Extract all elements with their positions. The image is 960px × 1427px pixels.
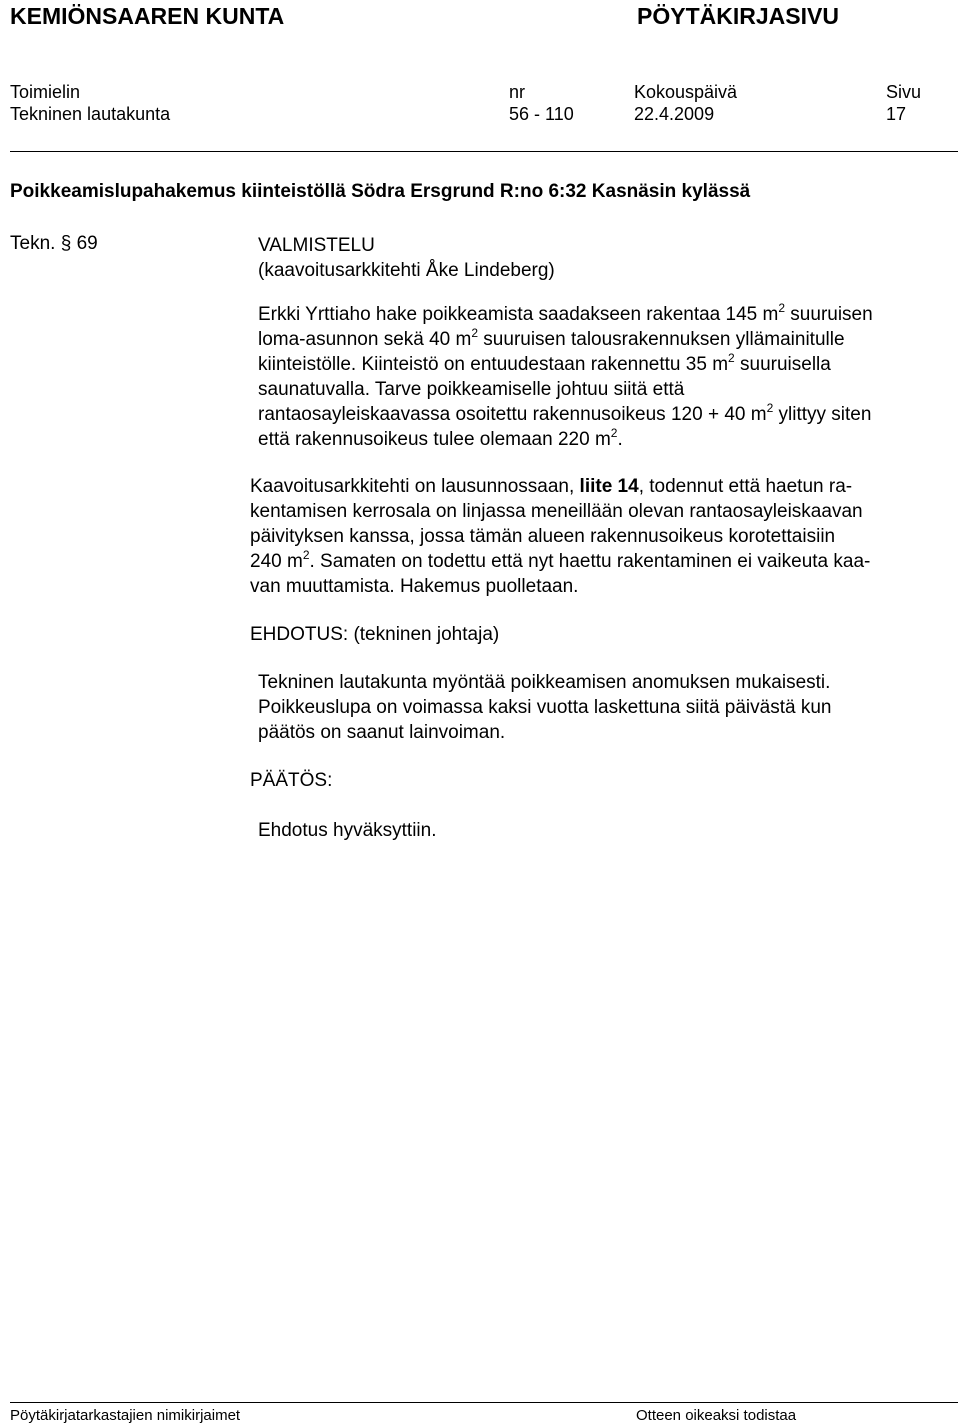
text-line: Tekninen lautakunta myöntää poikkeamisen anomuksen mukaisesti. — [258, 672, 831, 693]
decision-text: Ehdotus hyväksyttiin. — [258, 820, 437, 841]
text-span: loma-asunnon sekä 40 m — [258, 329, 472, 350]
preparer: (kaavoitusarkkitehti Åke Lindeberg) — [258, 260, 555, 281]
label-nr: nr — [509, 82, 526, 102]
text-span: suuruisella — [734, 354, 831, 375]
label-page: Sivu — [886, 82, 922, 102]
footer-certified-label: Otteen oikeaksi todistaa — [636, 1407, 797, 1424]
text-span: Kaavoitusarkkitehti on lausunnossaan, — [250, 476, 580, 497]
text-span: . — [617, 429, 623, 450]
section-prefix: Tekn. — [10, 233, 56, 254]
text-span: , todennut että haetun ra- — [638, 476, 853, 497]
value-nr: 56 - 110 — [509, 104, 574, 124]
attachment-ref: liite 14 — [579, 476, 639, 497]
text-line: van muuttamista. Hakemus puolletaan. — [250, 576, 579, 597]
paragraph-application — [258, 302, 958, 452]
text-line: päätös on saanut lainvoiman. — [258, 722, 506, 743]
text-line: saunatuvalla. Tarve poikkeamiselle johtuu siitä että — [258, 379, 685, 400]
paragraph-statement — [250, 474, 956, 599]
section-number — [10, 231, 98, 256]
text-span: ylittyy siten — [773, 404, 872, 425]
superscript: 2 — [778, 300, 786, 315]
text-span: suuruisen — [785, 304, 873, 325]
superscript: 2 — [766, 400, 774, 415]
label-date: Kokouspäivä — [634, 82, 738, 102]
text-span: kiinteistölle. Kiinteistö on entuudestaan rakennettu 35 m — [258, 354, 729, 375]
superscript: 2 — [728, 350, 735, 365]
section-symbol: § — [60, 233, 72, 254]
text-span: rantaosayleiskaavassa osoitettu rakennusoikeus 120 + 40 m — [258, 404, 767, 425]
municipality-name: KEMIÖNSAAREN KUNTA — [10, 3, 285, 29]
decision-heading: PÄÄTÖS: — [250, 770, 333, 791]
text-span: että rakennusoikeus tulee olemaan 220 m — [258, 429, 611, 450]
text-span: Erkki Yrttiaho hake poikkeamista saadakseen rakentaa 145 m — [258, 304, 779, 325]
footer-divider — [10, 1402, 958, 1403]
section-number-value: 69 — [76, 233, 98, 254]
proposal-text — [258, 670, 958, 745]
label-body: Toimielin — [10, 82, 81, 102]
text-span: suuruisen talousrakennuksen yllämainitulle — [478, 329, 845, 350]
header-divider — [10, 151, 958, 152]
footer-initials-label: Pöytäkirjatarkastajien nimikirjaimet — [10, 1407, 241, 1424]
superscript: 2 — [471, 325, 479, 340]
superscript: 2 — [610, 425, 618, 440]
preparation-block — [258, 233, 958, 283]
value-date: 22.4.2009 — [634, 104, 715, 124]
superscript: 2 — [302, 547, 310, 562]
proposal-heading: EHDOTUS: (tekninen johtaja) — [250, 624, 500, 645]
preparation-heading: VALMISTELU — [258, 235, 375, 256]
subject-title: Poikkeamislupahakemus kiinteistöllä Södra Ersgrund R:no 6:32 Kasnäsin kylässä — [10, 181, 751, 202]
text-span: . Samaten on todettu että nyt haettu rakentaminen ei vaikeuta kaa- — [309, 551, 871, 572]
text-span: 240 m — [250, 551, 303, 572]
text-line: Poikkeuslupa on voimassa kaksi vuotta laskettuna siitä päivästä kun — [258, 697, 832, 718]
value-body: Tekninen lautakunta — [10, 104, 171, 124]
document-type: PÖYTÄKIRJASIVU — [637, 3, 839, 29]
text-line: kentamisen kerrosala on linjassa meneillään olevan rantaosayleiskaavan — [250, 501, 863, 522]
value-page: 17 — [886, 104, 907, 124]
text-line: päivityksen kanssa, jossa tämän alueen rakennusoikeus korotettaisiin — [250, 526, 836, 547]
